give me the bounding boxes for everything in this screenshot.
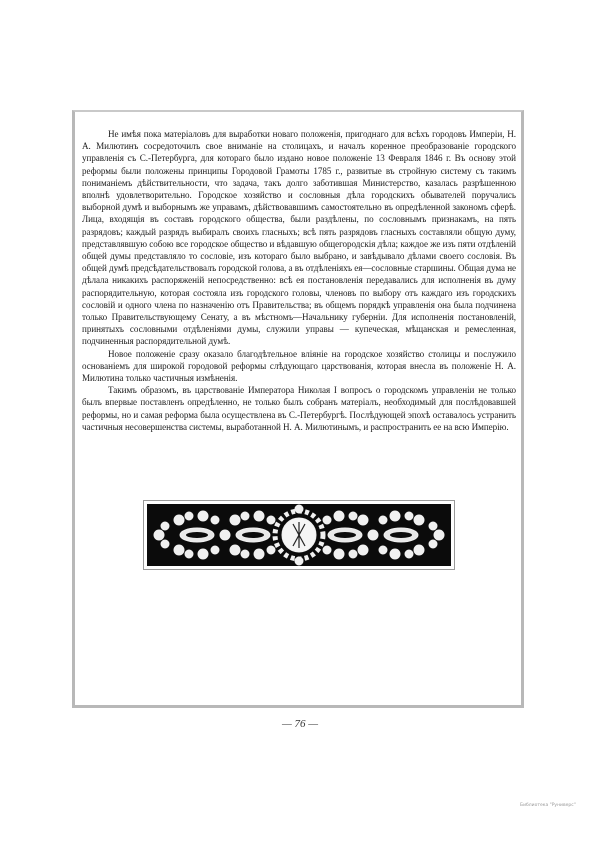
paragraph-3: Такимъ образомъ, въ царствованіе Императора Николая I вопросъ о городскомъ управленіи не только былъ впервые поставленъ опредѣленно, не только былъ собранъ матеріалъ, необходимый для послѣдовавшей реформы, но и самая реформа была осуществлена въ С.-Петербургѣ. Послѣдующей эпохѣ оставалось устранить частичныя несовершенства системы, выработанной Н. А. Милютинымъ, и распространить ее на всю Имперію. bbox=[82, 385, 516, 432]
ornament-image bbox=[147, 504, 451, 566]
ornamental-frieze bbox=[143, 500, 455, 570]
floral-ornament-icon bbox=[147, 504, 451, 566]
paragraph-1: Не имѣя пока матеріаловъ для выработки новаго положенія, пригоднаго для всѣхъ городовъ Имперіи, Н. А. Милютинъ сосредоточилъ свое вниманіе на столицахъ, и началъ коренное преобразованіе городского управленія съ С.-Петербурга, для котораго было издано новое положеніе 13 Февраля 1846 г. Въ основу этой реформы были положены принципы Городовой Грамоты 1785 г., развитые въ стройную систему съ такимъ пониманіемъ дѣйствительности, что задача, такъ долго заботившая Министерство, казалась разрѣшенною вполнѣ удовлетворительно. Городское хозяйство и сословныя дѣла городскихъ обывателей поручались выборной думѣ и выборнымъ же управамъ, дѣйствовавшимъ самостоятельно въ опредѣленной закономъ сферѣ. Лица, входящія въ составъ городского общества, были раздѣлены, по сословнымъ признакамъ, на пять разрядовъ; каждый разрядъ выбиралъ своихъ гласныхъ; всѣ пять разрядовъ гласныхъ составляли общую думу, представлявшую собою все городское общество и вѣдавшую общегородскія дѣла; каждое же изъ пяти отдѣленій общей думы представляло то сословіе, изъ котораго было выбрано, и завѣдывало дѣлами своего сословія. Въ общей думѣ предсѣдательствовалъ городской голова, а въ отдѣленіяхъ ея—сословные старшины. Общая дума не дѣлала никакихъ распоряженій непосредственно: всѣ ея постановленія передавались для исполненія въ думу распорядительную, которая состояла изъ городского головы, членовъ по выбору отъ каждаго изъ городскихъ сословій и одного члена по назначенію отъ Правительства; въ общемъ порядкѣ управленія она была подчинена только Правительствующему Сенату, а въ мѣстномъ—Начальнику губерніи. Для исполненія постановленій, принятыхъ сословными отдѣленіями думы, служили управы — купеческая, мѣщанская и ремесленная, подчиненныя распорядительной думѣ. bbox=[82, 129, 516, 347]
library-watermark: Библиотека "Руниверс" bbox=[520, 803, 576, 808]
body-text bbox=[82, 128, 516, 433]
page-number: — 76 — bbox=[281, 718, 319, 730]
paragraph-2: Новое положеніе сразу оказало благодѣтельное вліяніе на городское хозяйство столицы и послужило основаніемъ для широкой городовой реформы слѣдующаго царствованія, которая внесла въ положеніе Н. А. Милютина только частичныя измѣненія. bbox=[82, 348, 516, 384]
